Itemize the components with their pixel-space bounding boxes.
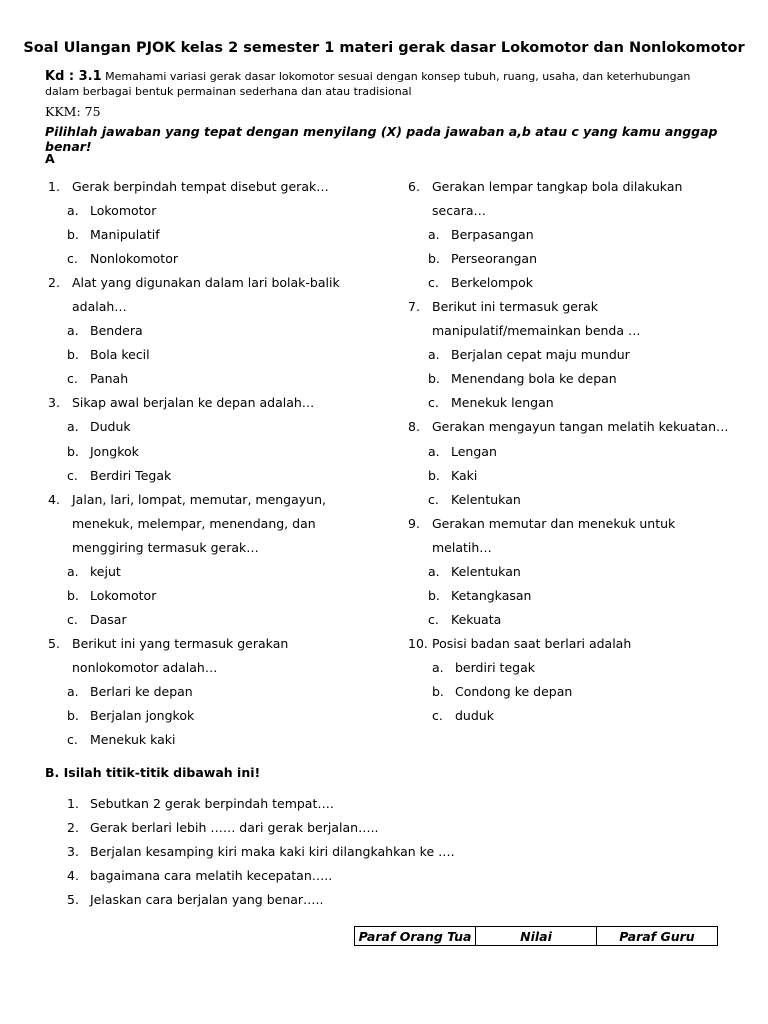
item-number: 5. <box>67 892 79 907</box>
list-item <box>67 891 455 915</box>
item-text: Jelaskan cara berjalan yang benar….. <box>90 892 324 907</box>
option-text: Berkelompok <box>451 275 534 291</box>
answer-option <box>48 587 340 611</box>
answer-option <box>48 731 340 755</box>
answer-option <box>408 659 729 683</box>
answer-option <box>408 370 729 394</box>
answer-option <box>48 611 340 635</box>
item-text: Gerak berlari lebih …… dari gerak berjalan….. <box>90 820 379 835</box>
option-text: Bendera <box>90 323 143 339</box>
kd-text-2: dalam berbagai bentuk permainan sederhana dan atau tradisional <box>45 85 412 98</box>
option-letter: a. <box>428 563 440 579</box>
option-letter: b. <box>67 347 79 363</box>
signature-table <box>354 926 718 946</box>
answer-option <box>408 274 729 298</box>
instruction: Pilihlah jawaban yang tepat dengan menyilang (X) pada jawaban a,b atau c yang kamu anggap benar! <box>45 124 718 154</box>
question-item <box>48 274 340 298</box>
answer-option <box>408 226 729 250</box>
option-letter: a. <box>67 323 79 339</box>
list-item <box>67 819 455 843</box>
question-item <box>408 178 729 202</box>
kd-label: Kd : 3.1 <box>45 69 102 84</box>
question-item <box>48 394 340 418</box>
kkm-value: KKM: 75 <box>45 104 101 119</box>
question-number: 4. <box>48 491 60 507</box>
option-text: Menekuk lengan <box>451 395 554 411</box>
option-letter: c. <box>428 491 439 507</box>
question-number: 10. <box>408 635 428 651</box>
item-number: 1. <box>67 796 79 811</box>
answer-option <box>408 394 729 418</box>
answer-option <box>48 443 340 467</box>
list-item <box>67 795 455 819</box>
option-letter: b. <box>67 227 79 243</box>
question-text: menggiring termasuk gerak… <box>72 539 259 555</box>
answer-option <box>48 370 340 394</box>
option-text: kejut <box>90 563 121 579</box>
option-text: Dasar <box>90 611 127 627</box>
option-text: Berlari ke depan <box>90 683 193 699</box>
option-letter: c. <box>67 371 78 387</box>
item-number: 3. <box>67 844 79 859</box>
answer-option <box>408 443 729 467</box>
option-letter: a. <box>428 227 440 243</box>
teacher-signature-cell: Paraf Guru <box>597 927 718 946</box>
item-text: Berjalan kesamping kiri maka kaki kiri dilangkahkan ke …. <box>90 844 455 859</box>
option-letter: b. <box>428 251 440 267</box>
answer-option <box>408 346 729 370</box>
answer-option <box>408 707 729 731</box>
option-text: Berjalan cepat maju mundur <box>451 347 630 363</box>
question-text: Gerakan memutar dan menekuk untuk <box>432 515 676 531</box>
item-text: bagaimana cara melatih kecepatan….. <box>90 868 333 883</box>
question-item <box>48 491 340 515</box>
list-item <box>67 843 455 867</box>
option-letter: c. <box>67 467 78 483</box>
answer-option <box>408 683 729 707</box>
question-item <box>408 418 729 442</box>
question-text: Alat yang digunakan dalam lari bolak-balik <box>72 275 340 291</box>
answer-option <box>408 563 729 587</box>
question-continuation <box>408 322 729 346</box>
option-text: Ketangkasan <box>451 587 532 603</box>
question-number: 1. <box>48 179 60 194</box>
score-cell: Nilai <box>476 927 597 946</box>
option-letter: b. <box>67 587 79 603</box>
option-text: Kelentukan <box>451 563 521 579</box>
item-number: 4. <box>67 868 79 883</box>
option-letter: a. <box>428 443 440 459</box>
answer-option <box>48 563 340 587</box>
option-letter: c. <box>428 611 439 627</box>
question-number: 8. <box>408 419 420 435</box>
question-item <box>48 178 340 202</box>
item-number: 2. <box>67 820 79 835</box>
question-text: Posisi badan saat berlari adalah <box>432 635 632 651</box>
question-number: 5. <box>48 635 60 651</box>
question-text: melatih… <box>432 539 492 555</box>
answer-option <box>48 707 340 731</box>
option-text: Perseorangan <box>451 251 538 267</box>
answer-option <box>48 226 340 250</box>
kd-text: Memahami variasi gerak dasar lokomotor sesuai dengan konsep tubuh, ruang, usaha, dan keterhubungan <box>105 70 691 83</box>
question-continuation <box>408 539 729 563</box>
option-text: Panah <box>90 371 129 387</box>
question-text: Gerakan mengayun tangan melatih kekuatan… <box>432 419 729 435</box>
option-text: duduk <box>455 708 494 724</box>
option-letter: a. <box>67 683 79 699</box>
option-text: Berjalan jongkok <box>90 708 195 724</box>
question-text: adalah… <box>72 299 127 315</box>
option-text: Condong ke depan <box>455 683 573 699</box>
option-letter: c. <box>432 708 443 724</box>
option-letter: c. <box>67 732 78 748</box>
question-text: Sikap awal berjalan ke depan adalah… <box>72 395 315 411</box>
question-number: 3. <box>48 395 60 411</box>
answer-option <box>48 346 340 370</box>
question-item <box>408 635 729 659</box>
answer-option <box>408 250 729 274</box>
question-number: 9. <box>408 515 420 531</box>
option-text: Lokomotor <box>90 203 157 219</box>
option-text: Nonlokomotor <box>90 251 178 267</box>
question-item <box>48 635 340 659</box>
option-text: Kaki <box>451 467 478 483</box>
question-text: Gerak berpindah tempat disebut gerak… <box>72 179 329 194</box>
answer-option <box>48 250 340 274</box>
question-number: 7. <box>408 299 420 315</box>
option-text: Berpasangan <box>451 227 534 243</box>
page-title: Soal Ulangan PJOK kelas 2 semester 1 materi gerak dasar Lokomotor dan Nonlokomotor <box>23 40 745 56</box>
option-letter: b. <box>428 467 440 483</box>
question-text: menekuk, melempar, menendang, dan <box>72 515 316 531</box>
option-letter: b. <box>67 443 79 459</box>
option-letter: a. <box>67 203 79 219</box>
option-letter: c. <box>428 275 439 291</box>
questions-left-column <box>48 178 340 755</box>
option-text: Kelentukan <box>451 491 521 507</box>
list-item <box>67 867 455 891</box>
question-text: Gerakan lempar tangkap bola dilakukan <box>432 179 683 194</box>
questions-right-column <box>408 178 729 731</box>
question-item <box>408 298 729 322</box>
answer-option <box>408 587 729 611</box>
option-text: Bola kecil <box>90 347 150 363</box>
question-number: 6. <box>408 179 420 194</box>
option-text: Menendang bola ke depan <box>451 371 617 387</box>
answer-option <box>48 467 340 491</box>
option-letter: a. <box>67 419 79 435</box>
option-letter: b. <box>428 371 440 387</box>
answer-option <box>48 322 340 346</box>
option-text: Lokomotor <box>90 587 157 603</box>
option-letter: a. <box>67 563 79 579</box>
item-text: Sebutkan 2 gerak berpindah tempat…. <box>90 796 334 811</box>
question-continuation <box>48 515 340 539</box>
option-letter: a. <box>428 347 440 363</box>
question-number: 2. <box>48 275 60 291</box>
question-continuation <box>408 202 729 226</box>
question-text: nonlokomotor adalah… <box>72 659 218 675</box>
question-text: manipulatif/memainkan benda … <box>432 323 641 339</box>
answer-option <box>48 202 340 226</box>
answer-option <box>408 611 729 635</box>
section-b-label: B. Isilah titik-titik dibawah ini! <box>45 765 261 780</box>
option-text: Lengan <box>451 443 497 459</box>
option-letter: b. <box>428 587 440 603</box>
option-text: Menekuk kaki <box>90 732 176 748</box>
option-text: Manipulatif <box>90 227 160 243</box>
question-continuation <box>48 659 340 683</box>
answer-option <box>48 418 340 442</box>
option-letter: c. <box>428 395 439 411</box>
option-letter: c. <box>67 611 78 627</box>
parent-signature-cell: Paraf Orang Tua <box>355 927 476 946</box>
question-item <box>408 515 729 539</box>
question-text: Berikut ini yang termasuk gerakan <box>72 635 289 651</box>
answer-option <box>408 467 729 491</box>
question-text: Jalan, lari, lompat, memutar, mengayun, <box>72 491 326 507</box>
answer-option <box>408 491 729 515</box>
option-letter: b. <box>432 683 444 699</box>
question-text: secara… <box>432 203 487 219</box>
option-text: Kekuata <box>451 611 502 627</box>
option-letter: c. <box>67 251 78 267</box>
section-b-list <box>67 795 455 915</box>
option-text: Berdiri Tegak <box>90 467 172 483</box>
section-a-label: A <box>45 151 55 166</box>
option-text: Jongkok <box>90 443 139 459</box>
answer-option <box>48 683 340 707</box>
option-letter: b. <box>67 708 79 724</box>
question-continuation <box>48 298 340 322</box>
question-continuation <box>48 539 340 563</box>
option-letter: a. <box>432 659 444 675</box>
option-text: Duduk <box>90 419 131 435</box>
kd-block <box>45 69 735 99</box>
option-text: berdiri tegak <box>455 659 535 675</box>
question-text: Berikut ini termasuk gerak <box>432 299 599 315</box>
